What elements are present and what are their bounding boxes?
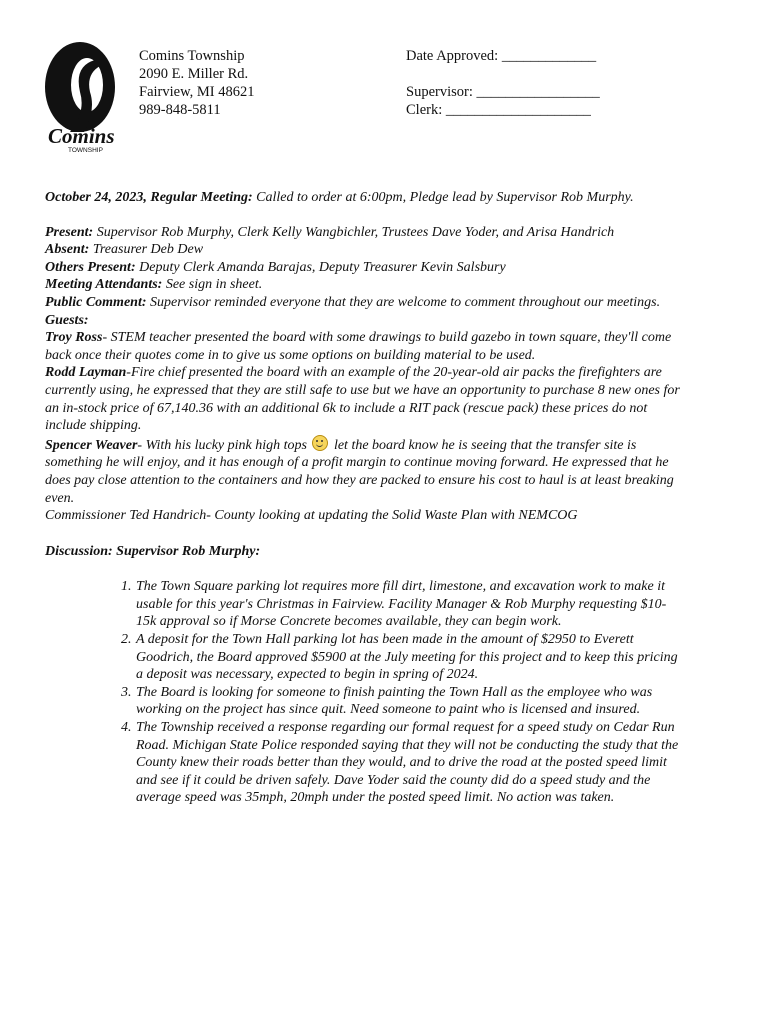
approval-block — [406, 47, 600, 119]
commissioner-note: Commissioner Ted Handrich- County looking at updating the Solid Waste Plan with NEMCOG — [45, 508, 578, 524]
others-present-line: Others Present: Deputy Clerk Amanda Barajas, Deputy Treasurer Kevin Salsbury — [45, 259, 506, 275]
guest-spencer-weaver: Spencer Weaver- With his lucky pink high tops let the board know he is seeing that the transfer site is something he will enjoy, and it has enough of a profit margin to continue moving forward. He expressed that he does pay close attention to the containers and how they are packed to ensure his cost to haul is at least breaking even. — [45, 435, 685, 507]
address-line: 989-848-5811 — [139, 102, 221, 118]
present-line: Present: Supervisor Rob Murphy, Clerk Kelly Wangbichler, Trustees Dave Yoder, and Arisa Handrich — [45, 224, 615, 240]
discussion-heading: Discussion: Supervisor Rob Murphy: — [45, 543, 261, 559]
supervisor-signature-line: Supervisor: _________________ — [406, 84, 600, 100]
list-item: 3. The Board is looking for someone to finish painting the Town Hall as the employee who was working on the project has since quit. Need someone to paint who is licensed and insured. — [135, 684, 685, 719]
public-comment: Public Comment: Supervisor reminded everyone that they are welcome to comment throughout our meetings. — [45, 294, 661, 310]
guest-troy-ross: Troy Ross- STEM teacher presented the board with some drawings to build gazebo in town square, they'll come back once their quotes come in to give us some options on building material to be used. — [45, 330, 672, 363]
svg-text:TOWNSHIP: TOWNSHIP — [68, 147, 103, 154]
attendants-line: Meeting Attendants: See sign in sheet. — [45, 277, 263, 293]
guests-heading: Guests: — [45, 312, 89, 328]
discussion-list — [45, 578, 685, 807]
smiley-face-icon — [312, 435, 328, 451]
list-item: 4. The Township received a response regarding our formal request for a speed study on Cedar Run Road. Michigan State Police responded saying that they will not be conducting the study that the County knew their roads better than they would, and to drive the road at the posted speed limit and see if it could be driven safely. Dave Yoder said the county did do a speed study and the average speed was 35mph, 20mph under the posted speed limit. No action was taken. — [135, 719, 685, 807]
township-logo — [40, 40, 132, 158]
guest-rodd-layman: Rodd Layman-Fire chief presented the board with an example of the 20-year-old air packs the firefighters are currently using, he expressed that they are still safe to use but we have an opportunity to purchase 8 new ones for an in-stock price of 67,140.36 with an additional 6k to include a RIT pack (rescue pack) these prices do not include shipping. — [45, 365, 680, 434]
clerk-signature-line: Clerk: ____________________ — [406, 102, 591, 118]
address-line: Fairview, MI 48621 — [139, 84, 255, 100]
absent-line: Absent: Treasurer Deb Dew — [45, 242, 204, 258]
address-line: 2090 E. Miller Rd. — [139, 66, 249, 82]
address-line: Comins Township — [139, 48, 245, 64]
minutes-body — [45, 189, 685, 807]
date-approved-line: Date Approved: _____________ — [406, 48, 597, 64]
svg-text:Comins: Comins — [48, 124, 115, 148]
meeting-heading: October 24, 2023, Regular Meeting: Called to order at 6:00pm, Pledge lead by Supervisor Rob Murphy. — [45, 190, 634, 205]
list-item: 2. A deposit for the Town Hall parking lot has been made in the amount of $2950 to Everett Goodrich, the Board approved $5900 at the July meeting for this project and to keep this pricing a deposit was necessary, expected to begin in spring of 2024. — [135, 631, 685, 684]
township-address — [139, 47, 254, 119]
list-item: 1. The Town Square parking lot requires more fill dirt, limestone, and excavation work to make it usable for this year's Christmas in Fairview. Facility Manager & Rob Murphy requesting $10-15k approval so if Morse Concrete becomes available, they can begin work. — [135, 578, 685, 631]
